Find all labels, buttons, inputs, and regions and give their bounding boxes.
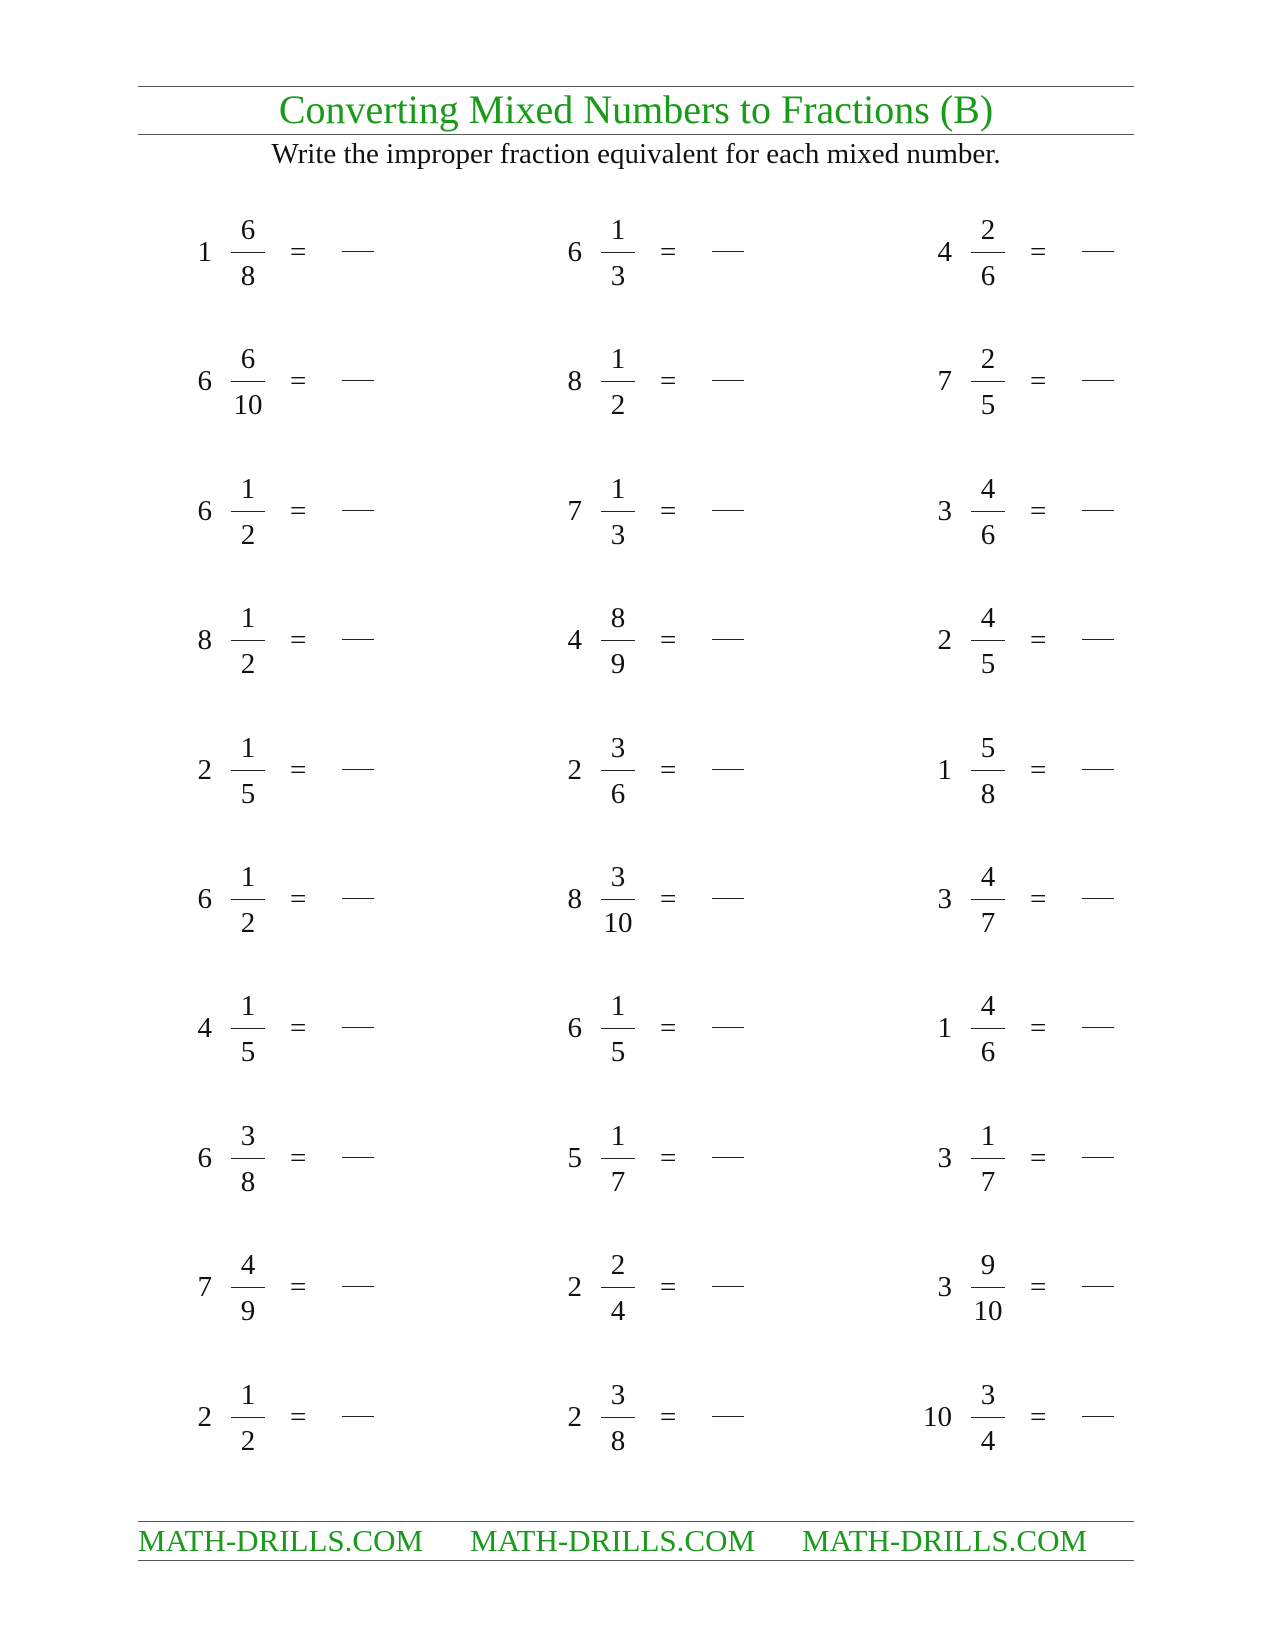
fraction <box>968 978 1008 1078</box>
whole-number: 8 <box>567 883 582 915</box>
whole-number: 2 <box>567 1271 582 1303</box>
fraction <box>228 202 268 302</box>
numerator: 3 <box>980 1379 996 1411</box>
numerator: 8 <box>610 602 626 634</box>
problem-item <box>890 1237 1190 1337</box>
answer-blank[interactable] <box>1082 1157 1114 1158</box>
fraction <box>228 461 268 561</box>
whole-number: 4 <box>197 1012 212 1044</box>
numerator: 2 <box>980 214 996 246</box>
denominator: 10 <box>973 1295 1003 1327</box>
answer-blank[interactable] <box>1082 510 1114 511</box>
answer-blank[interactable] <box>342 1027 374 1028</box>
numerator: 1 <box>240 990 256 1022</box>
numerator: 1 <box>610 990 626 1022</box>
fraction <box>228 849 268 949</box>
whole-number: 6 <box>567 1012 582 1044</box>
problem-item <box>150 1237 450 1337</box>
equals-sign: = <box>290 1401 307 1433</box>
numerator: 3 <box>610 732 626 764</box>
problem-item <box>150 849 450 949</box>
denominator: 10 <box>603 907 633 939</box>
denominator: 8 <box>980 778 996 810</box>
problem-item <box>150 978 450 1078</box>
whole-number: 1 <box>197 236 212 268</box>
numerator: 4 <box>240 1249 256 1281</box>
fraction-bar <box>971 1028 1005 1029</box>
title-rule <box>138 134 1134 135</box>
equals-sign: = <box>290 236 307 268</box>
denominator: 3 <box>610 519 626 551</box>
fraction <box>968 331 1008 431</box>
whole-number: 7 <box>937 365 952 397</box>
problem-item <box>150 1367 450 1467</box>
numerator: 1 <box>610 473 626 505</box>
denominator: 8 <box>240 1166 256 1198</box>
instructions: Write the improper fraction equivalent for each mixed number. <box>271 138 1001 170</box>
fraction-bar <box>971 252 1005 253</box>
fraction <box>598 331 638 431</box>
fraction <box>598 1108 638 1208</box>
equals-sign: = <box>660 883 677 915</box>
denominator: 9 <box>610 648 626 680</box>
answer-blank[interactable] <box>1082 639 1114 640</box>
fraction-bar <box>601 1417 635 1418</box>
denominator: 5 <box>240 778 256 810</box>
numerator: 1 <box>240 473 256 505</box>
fraction-bar <box>231 1417 265 1418</box>
denominator: 6 <box>980 1036 996 1068</box>
equals-sign: = <box>660 1271 677 1303</box>
problem-item <box>890 1367 1190 1467</box>
equals-sign: = <box>660 495 677 527</box>
numerator: 4 <box>980 990 996 1022</box>
answer-blank[interactable] <box>1082 1027 1114 1028</box>
footer-brand-3: MATH-DRILLS.COM <box>802 1523 1088 1558</box>
problem-item <box>890 331 1190 431</box>
equals-sign: = <box>290 495 307 527</box>
denominator: 6 <box>610 778 626 810</box>
numerator: 3 <box>610 1379 626 1411</box>
answer-blank[interactable] <box>712 1286 744 1287</box>
fraction <box>598 202 638 302</box>
problem-item <box>520 590 820 690</box>
numerator: 2 <box>980 343 996 375</box>
whole-number: 7 <box>567 495 582 527</box>
fraction <box>968 849 1008 949</box>
fraction-bar <box>971 1287 1005 1288</box>
answer-blank[interactable] <box>1082 251 1114 252</box>
equals-sign: = <box>660 236 677 268</box>
whole-number: 7 <box>197 1271 212 1303</box>
fraction <box>228 1367 268 1467</box>
equals-sign: = <box>1030 1271 1047 1303</box>
numerator: 4 <box>980 602 996 634</box>
numerator: 1 <box>240 732 256 764</box>
numerator: 3 <box>610 861 626 893</box>
whole-number: 2 <box>937 624 952 656</box>
fraction-bar <box>601 252 635 253</box>
fraction <box>228 1108 268 1208</box>
fraction-bar <box>971 1158 1005 1159</box>
answer-blank[interactable] <box>712 1027 744 1028</box>
denominator: 7 <box>980 907 996 939</box>
equals-sign: = <box>290 883 307 915</box>
whole-number: 8 <box>197 624 212 656</box>
whole-number: 3 <box>937 495 952 527</box>
fraction <box>228 331 268 431</box>
problem-item <box>150 331 450 431</box>
numerator: 1 <box>610 1120 626 1152</box>
fraction <box>968 590 1008 690</box>
fraction-bar <box>601 770 635 771</box>
answer-blank[interactable] <box>342 898 374 899</box>
numerator: 1 <box>240 602 256 634</box>
numerator: 1 <box>240 861 256 893</box>
fraction <box>228 590 268 690</box>
equals-sign: = <box>290 365 307 397</box>
answer-blank[interactable] <box>1082 1286 1114 1287</box>
fraction <box>598 1367 638 1467</box>
numerator: 6 <box>240 343 256 375</box>
numerator: 1 <box>980 1120 996 1152</box>
whole-number: 6 <box>197 365 212 397</box>
fraction-bar <box>231 381 265 382</box>
problem-item <box>890 461 1190 561</box>
fraction-bar <box>601 511 635 512</box>
denominator: 5 <box>980 389 996 421</box>
answer-blank[interactable] <box>712 898 744 899</box>
denominator: 10 <box>233 389 263 421</box>
answer-blank[interactable] <box>342 380 374 381</box>
fraction-bar <box>601 1287 635 1288</box>
fraction-bar <box>231 1028 265 1029</box>
numerator: 5 <box>980 732 996 764</box>
answer-blank[interactable] <box>342 1157 374 1158</box>
fraction <box>968 1237 1008 1337</box>
fraction-bar <box>231 899 265 900</box>
answer-blank[interactable] <box>1082 769 1114 770</box>
denominator: 2 <box>240 648 256 680</box>
denominator: 2 <box>240 1425 256 1457</box>
fraction-bar <box>971 1417 1005 1418</box>
equals-sign: = <box>660 1401 677 1433</box>
fraction-bar <box>601 381 635 382</box>
answer-blank[interactable] <box>342 769 374 770</box>
whole-number: 6 <box>197 1142 212 1174</box>
problem-item <box>520 720 820 820</box>
fraction-bar <box>231 511 265 512</box>
numerator: 4 <box>980 473 996 505</box>
fraction <box>598 590 638 690</box>
numerator: 1 <box>610 343 626 375</box>
equals-sign: = <box>660 1142 677 1174</box>
answer-blank[interactable] <box>712 1157 744 1158</box>
equals-sign: = <box>290 1142 307 1174</box>
fraction-bar <box>601 899 635 900</box>
denominator: 2 <box>610 389 626 421</box>
answer-blank[interactable] <box>712 769 744 770</box>
whole-number: 2 <box>197 1401 212 1433</box>
fraction <box>598 849 638 949</box>
denominator: 6 <box>980 519 996 551</box>
footer <box>138 1522 1134 1560</box>
whole-number: 6 <box>197 495 212 527</box>
equals-sign: = <box>1030 236 1047 268</box>
denominator: 7 <box>610 1166 626 1198</box>
answer-blank[interactable] <box>712 510 744 511</box>
answer-blank[interactable] <box>1082 898 1114 899</box>
numerator: 2 <box>610 1249 626 1281</box>
denominator: 4 <box>980 1425 996 1457</box>
problem-item <box>890 202 1190 302</box>
equals-sign: = <box>1030 883 1047 915</box>
fraction-bar <box>231 1158 265 1159</box>
equals-sign: = <box>1030 754 1047 786</box>
fraction <box>598 720 638 820</box>
answer-blank[interactable] <box>712 1416 744 1417</box>
fraction-bar <box>231 640 265 641</box>
answer-blank[interactable] <box>342 1286 374 1287</box>
equals-sign: = <box>660 1012 677 1044</box>
whole-number: 2 <box>567 1401 582 1433</box>
numerator: 6 <box>240 214 256 246</box>
fraction-bar <box>601 1158 635 1159</box>
fraction <box>968 1367 1008 1467</box>
fraction-bar <box>601 1028 635 1029</box>
problem-item <box>890 590 1190 690</box>
problem-item <box>150 590 450 690</box>
fraction-bar <box>231 1287 265 1288</box>
problem-item <box>520 978 820 1078</box>
equals-sign: = <box>660 754 677 786</box>
equals-sign: = <box>290 1271 307 1303</box>
problem-item <box>520 1237 820 1337</box>
equals-sign: = <box>660 365 677 397</box>
answer-blank[interactable] <box>1082 1416 1114 1417</box>
fraction <box>228 1237 268 1337</box>
whole-number: 4 <box>937 236 952 268</box>
problem-item <box>520 1108 820 1208</box>
numerator: 1 <box>610 214 626 246</box>
denominator: 7 <box>980 1166 996 1198</box>
problem-item <box>150 720 450 820</box>
problem-item <box>890 1108 1190 1208</box>
equals-sign: = <box>1030 1142 1047 1174</box>
whole-number: 2 <box>197 754 212 786</box>
fraction <box>968 1108 1008 1208</box>
whole-number: 3 <box>937 883 952 915</box>
problem-item <box>890 978 1190 1078</box>
answer-blank[interactable] <box>342 510 374 511</box>
worksheet-title: Converting Mixed Numbers to Fractions (B) <box>278 87 994 132</box>
fraction-bar <box>231 770 265 771</box>
whole-number: 5 <box>567 1142 582 1174</box>
fraction <box>968 720 1008 820</box>
problem-item <box>520 331 820 431</box>
problem-item <box>890 849 1190 949</box>
denominator: 8 <box>240 260 256 292</box>
numerator: 9 <box>980 1249 996 1281</box>
fraction <box>228 720 268 820</box>
equals-sign: = <box>1030 495 1047 527</box>
numerator: 3 <box>240 1120 256 1152</box>
answer-blank[interactable] <box>712 639 744 640</box>
answer-blank[interactable] <box>342 251 374 252</box>
whole-number: 1 <box>937 754 952 786</box>
equals-sign: = <box>290 754 307 786</box>
fraction <box>598 978 638 1078</box>
denominator: 8 <box>610 1425 626 1457</box>
problem-item <box>520 202 820 302</box>
equals-sign: = <box>1030 365 1047 397</box>
whole-number: 8 <box>567 365 582 397</box>
answer-blank[interactable] <box>342 639 374 640</box>
equals-sign: = <box>290 1012 307 1044</box>
fraction-bar <box>601 640 635 641</box>
whole-number: 10 <box>923 1401 952 1433</box>
answer-blank[interactable] <box>1082 380 1114 381</box>
equals-sign: = <box>1030 1012 1047 1044</box>
whole-number: 3 <box>937 1271 952 1303</box>
numerator: 4 <box>980 861 996 893</box>
fraction-bar <box>971 899 1005 900</box>
equals-sign: = <box>290 624 307 656</box>
numerator: 1 <box>240 1379 256 1411</box>
whole-number: 1 <box>937 1012 952 1044</box>
equals-sign: = <box>660 624 677 656</box>
equals-sign: = <box>1030 1401 1047 1433</box>
fraction-bar <box>231 252 265 253</box>
denominator: 4 <box>610 1295 626 1327</box>
whole-number: 6 <box>567 236 582 268</box>
fraction-bar <box>971 381 1005 382</box>
fraction <box>968 461 1008 561</box>
footer-brand-2: MATH-DRILLS.COM <box>470 1523 756 1558</box>
problem-item <box>520 461 820 561</box>
problem-item <box>890 720 1190 820</box>
fraction <box>598 1237 638 1337</box>
fraction <box>968 202 1008 302</box>
denominator: 3 <box>610 260 626 292</box>
denominator: 9 <box>240 1295 256 1327</box>
denominator: 5 <box>610 1036 626 1068</box>
problem-item <box>520 1367 820 1467</box>
whole-number: 4 <box>567 624 582 656</box>
fraction-bar <box>971 770 1005 771</box>
denominator: 2 <box>240 907 256 939</box>
problem-item <box>150 202 450 302</box>
whole-number: 3 <box>937 1142 952 1174</box>
whole-number: 6 <box>197 883 212 915</box>
footer-brand-1: MATH-DRILLS.COM <box>138 1523 424 1558</box>
denominator: 6 <box>980 260 996 292</box>
fraction-bar <box>971 640 1005 641</box>
answer-blank[interactable] <box>712 380 744 381</box>
problem-item <box>150 1108 450 1208</box>
denominator: 5 <box>980 648 996 680</box>
equals-sign: = <box>1030 624 1047 656</box>
footer-bottom-rule <box>138 1560 1134 1561</box>
denominator: 5 <box>240 1036 256 1068</box>
answer-blank[interactable] <box>712 251 744 252</box>
fraction-bar <box>971 511 1005 512</box>
whole-number: 2 <box>567 754 582 786</box>
problem-item <box>520 849 820 949</box>
fraction <box>228 978 268 1078</box>
problem-item <box>150 461 450 561</box>
denominator: 2 <box>240 519 256 551</box>
fraction <box>598 461 638 561</box>
answer-blank[interactable] <box>342 1416 374 1417</box>
